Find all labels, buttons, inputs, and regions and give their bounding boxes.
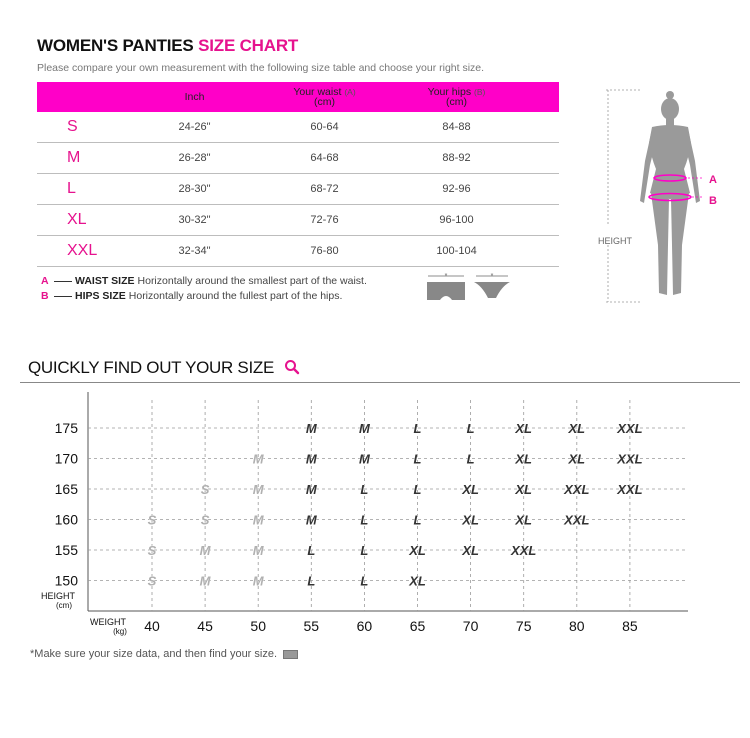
size-mark: L	[413, 421, 422, 436]
size-mark: M	[252, 543, 264, 558]
size-mark: XXL	[617, 451, 643, 467]
mark-a: A	[709, 174, 717, 186]
legend-waist: A WAIST SIZE Horizontally around the smallest part of the waist.	[41, 275, 367, 287]
divider	[20, 382, 740, 383]
size-mark: M	[358, 421, 370, 436]
size-mark: XL	[409, 573, 426, 589]
ruler-icon	[283, 650, 298, 659]
size-mark: L	[360, 543, 369, 558]
size-mark: XXL	[617, 482, 643, 497]
column-header-inch: Inch	[184, 91, 205, 103]
size-mark: L	[360, 573, 369, 589]
size-mark: M	[305, 482, 317, 497]
x-axis-unit: (kg)	[113, 627, 127, 636]
size-mark: M	[252, 482, 264, 497]
x-tick-label: 85	[622, 618, 638, 634]
inch-cell: 24-26"	[178, 121, 211, 133]
waist-cell: 60-64	[310, 121, 339, 133]
size-mark: XXL	[564, 482, 590, 497]
size-mark: L	[413, 512, 422, 528]
hips-cell: 100-104	[436, 245, 477, 257]
x-axis-label: WEIGHT	[90, 617, 126, 627]
size-mark: XXL	[617, 421, 643, 436]
size-mark: XL	[568, 451, 586, 467]
waist-cell: 76-80	[310, 245, 339, 257]
size-mark: L	[466, 421, 475, 436]
inch-cell: 30-32"	[178, 214, 211, 226]
size-mark: M	[252, 451, 264, 467]
size-mark: XL	[515, 482, 533, 497]
column-header-hips: Your hips (B) (cm)	[427, 86, 486, 108]
size-mark: M	[252, 573, 264, 589]
size-cell: M	[67, 149, 81, 166]
y-tick-label: 165	[54, 481, 78, 497]
x-tick-label: 70	[462, 618, 479, 634]
footnote: *Make sure your size data, and then find your size.	[30, 648, 298, 660]
y-tick-label: 155	[54, 542, 78, 558]
size-mark: L	[307, 543, 316, 558]
y-tick-label: 160	[54, 511, 78, 528]
search-icon	[284, 359, 300, 375]
size-finder-chart	[0, 388, 750, 643]
size-mark: L	[360, 482, 369, 497]
svg-text:*: *	[490, 273, 494, 280]
size-mark: M	[305, 421, 317, 436]
size-table-header	[37, 82, 559, 112]
chart-title	[37, 36, 298, 56]
size-table	[37, 82, 559, 267]
hips-cell: 84-88	[442, 121, 471, 133]
size-mark: S	[147, 543, 157, 558]
x-tick-label: 65	[409, 618, 426, 634]
table-row	[37, 143, 559, 174]
legend-hips: B HIPS SIZE Horizontally around the fullest part of the hips.	[41, 290, 343, 302]
table-row	[37, 236, 559, 267]
inch-cell: 32-34"	[178, 245, 211, 257]
inch-cell: 28-30"	[178, 183, 211, 195]
size-mark: S	[200, 512, 210, 528]
x-tick-label: 75	[515, 618, 532, 634]
x-tick-label: 80	[569, 618, 585, 634]
y-tick-label: 150	[54, 572, 78, 589]
size-mark: XL	[515, 421, 533, 436]
bikini-icon	[472, 272, 512, 302]
height-label: HEIGHT	[597, 236, 633, 246]
size-mark: L	[413, 482, 422, 497]
table-row	[37, 112, 559, 143]
inch-cell: 26-28"	[178, 152, 211, 164]
y-tick-label: 175	[54, 420, 78, 436]
quick-title: QUICKLY FIND OUT YOUR SIZE	[28, 358, 300, 378]
x-tick-label: 40	[144, 618, 160, 634]
size-mark: XL	[462, 543, 479, 558]
hips-cell: 88-92	[442, 152, 471, 164]
brief-icon	[424, 272, 468, 302]
x-tick-label: 50	[250, 618, 266, 634]
y-axis-label: HEIGHT	[40, 591, 76, 601]
waist-cell: 72-76	[310, 214, 339, 226]
size-cell: XXL	[67, 242, 98, 259]
x-tick-label: 45	[197, 618, 213, 634]
size-mark: XXL	[511, 543, 537, 558]
size-cell: S	[67, 118, 78, 135]
size-mark: M	[358, 451, 370, 467]
column-header-waist: Your waist (A) (cm)	[293, 86, 356, 108]
size-mark: XL	[515, 451, 533, 467]
hips-cell: 96-100	[439, 214, 474, 226]
size-cell: L	[67, 180, 76, 197]
body-figure	[590, 85, 730, 307]
mark-b: B	[709, 195, 717, 207]
size-mark: M	[252, 512, 264, 528]
y-axis-unit: (cm)	[56, 601, 72, 610]
waist-cell: 64-68	[310, 152, 339, 164]
x-tick-label: 60	[356, 618, 373, 634]
x-tick-label: 55	[303, 618, 320, 634]
size-cell: XL	[67, 211, 87, 228]
size-mark: XL	[568, 421, 586, 436]
size-mark: L	[307, 573, 316, 589]
size-mark: L	[360, 512, 369, 528]
size-mark: XL	[462, 512, 479, 528]
svg-text:*: *	[444, 273, 448, 280]
size-mark: S	[147, 573, 157, 589]
size-mark: XL	[409, 543, 426, 558]
waist-cell: 68-72	[310, 183, 339, 195]
size-mark: XL	[515, 512, 533, 528]
y-tick-label: 170	[54, 450, 78, 467]
chart-subtitle: Please compare your own measurement with the following size table and choose your right size.	[37, 62, 485, 74]
size-mark: S	[200, 482, 210, 497]
title-accent: SIZE CHART	[198, 36, 299, 55]
title-main: WOMEN'S PANTIES	[37, 36, 199, 55]
size-mark: M	[305, 451, 317, 467]
size-mark: XL	[462, 482, 479, 497]
size-mark: S	[147, 512, 157, 528]
size-table-body	[37, 112, 559, 267]
hips-cell: 92-96	[442, 183, 471, 195]
size-mark: M	[199, 543, 211, 558]
size-mark: M	[305, 512, 317, 528]
size-mark: XXL	[564, 512, 590, 528]
size-mark: L	[413, 451, 422, 467]
size-mark: M	[199, 573, 211, 589]
table-row	[37, 205, 559, 236]
size-mark: L	[466, 451, 475, 467]
table-row	[37, 174, 559, 205]
